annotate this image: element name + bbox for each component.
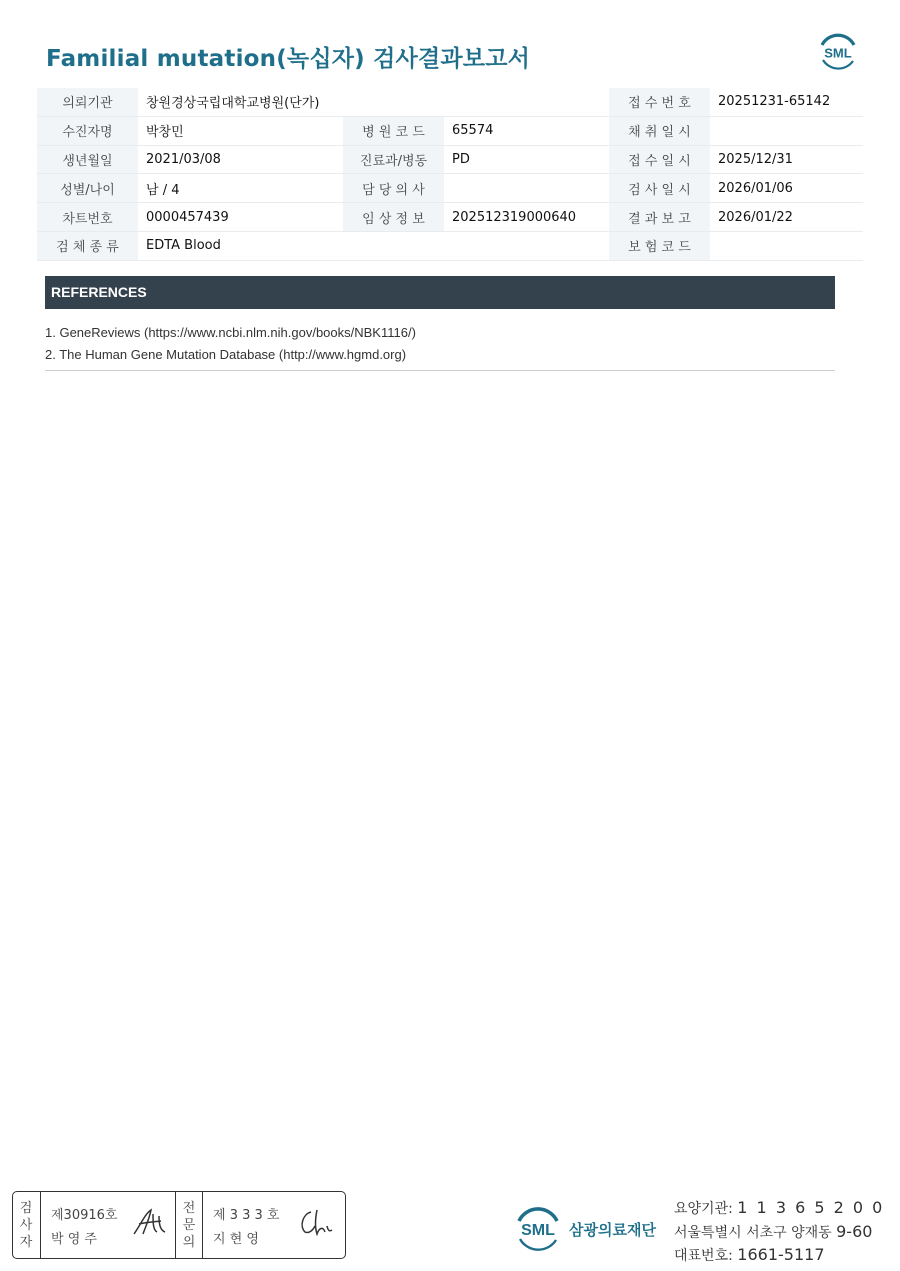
footer-address-number: 9-60 [836, 1221, 873, 1241]
info-label: 병 원 코 드 [343, 116, 444, 145]
footer-code-label: 요양기관: [674, 1201, 733, 1217]
specialist-signature-icon [295, 1206, 335, 1240]
tester-label: 검 사 자 [19, 1200, 33, 1250]
info-value [710, 116, 863, 145]
info-row [37, 145, 863, 174]
info-row [37, 203, 863, 232]
info-label: 성별/나이 [37, 174, 138, 203]
info-label: 차트번호 [37, 203, 138, 232]
info-value: 20251231-65142 [710, 88, 863, 116]
info-label: 접 수 번 호 [609, 88, 710, 116]
info-row [37, 116, 863, 145]
info-value: 2026/01/22 [710, 203, 863, 232]
info-value: 창원경상국립대학교병원(단가) [138, 88, 343, 116]
info-value: EDTA Blood [138, 231, 343, 260]
info-label: 의뢰기관 [37, 88, 138, 116]
references-divider [45, 370, 835, 371]
signature-box [12, 1191, 346, 1259]
info-value [444, 174, 609, 203]
info-label: 담 당 의 사 [343, 174, 444, 203]
info-label: 검 사 일 시 [609, 174, 710, 203]
logo-text: SML [824, 45, 852, 61]
info-value: 65574 [444, 116, 609, 145]
info-value: 남 / 4 [138, 174, 343, 203]
tester-license: 제30916호 [51, 1208, 118, 1223]
info-value: 2026/01/06 [710, 174, 863, 203]
reference-item[interactable]: 1. GeneReviews (https://www.ncbi.nlm.nih.gov/books/NBK1116/) [45, 325, 416, 340]
info-value: 0000457439 [138, 203, 343, 232]
references-list [45, 322, 835, 366]
info-value [444, 231, 609, 260]
info-label: 채 취 일 시 [609, 116, 710, 145]
specialist-name: 지 현 영 [213, 1232, 259, 1247]
info-value [710, 231, 863, 260]
tester-name: 박 영 주 [51, 1232, 97, 1247]
footer-phone-label: 대표번호: [674, 1248, 733, 1264]
info-value: 박창민 [138, 116, 343, 145]
specialist-license: 제 3 3 3 호 [213, 1208, 280, 1223]
info-value: PD [444, 145, 609, 174]
specialist-label: 전 문 의 [182, 1200, 196, 1250]
info-label: 임 상 정 보 [343, 203, 444, 232]
footer-contact [674, 1197, 884, 1268]
info-label: 진료과/병동 [343, 145, 444, 174]
info-label [343, 231, 444, 260]
reference-item[interactable]: 2. The Human Gene Mutation Database (http://www.hgmd.org) [45, 347, 407, 362]
sml-logo-icon [816, 30, 860, 74]
info-row [37, 231, 863, 260]
report-title: Familial mutation(녹십자) 검사결과보고서 [46, 46, 531, 72]
footer-phone-value: 1661-5117 [737, 1245, 825, 1264]
info-label: 접 수 일 시 [609, 145, 710, 174]
footer-logo-text: SML [521, 1222, 555, 1239]
info-label: 생년월일 [37, 145, 138, 174]
info-value: 2021/03/08 [138, 145, 343, 174]
patient-info-table [37, 88, 863, 261]
footer-org-name: 삼광의료재단 [569, 1221, 656, 1239]
footer-sml-logo-icon [512, 1202, 564, 1256]
info-label [343, 88, 444, 116]
info-row [37, 174, 863, 203]
footer-code-value: 1 1 3 6 5 2 0 0 [737, 1198, 885, 1217]
tester-signature-icon [131, 1206, 171, 1240]
info-label: 검 체 종 류 [37, 231, 138, 260]
info-value: 202512319000640 [444, 203, 609, 232]
references-heading: REFERENCES [45, 276, 835, 309]
info-label: 보 험 코 드 [609, 231, 710, 260]
info-value [444, 88, 609, 116]
info-row [37, 88, 863, 116]
info-value: 2025/12/31 [710, 145, 863, 174]
footer-address: 서울특별시 서초구 양재동 [674, 1224, 832, 1241]
info-label: 결 과 보 고 [609, 203, 710, 232]
info-label: 수진자명 [37, 116, 138, 145]
